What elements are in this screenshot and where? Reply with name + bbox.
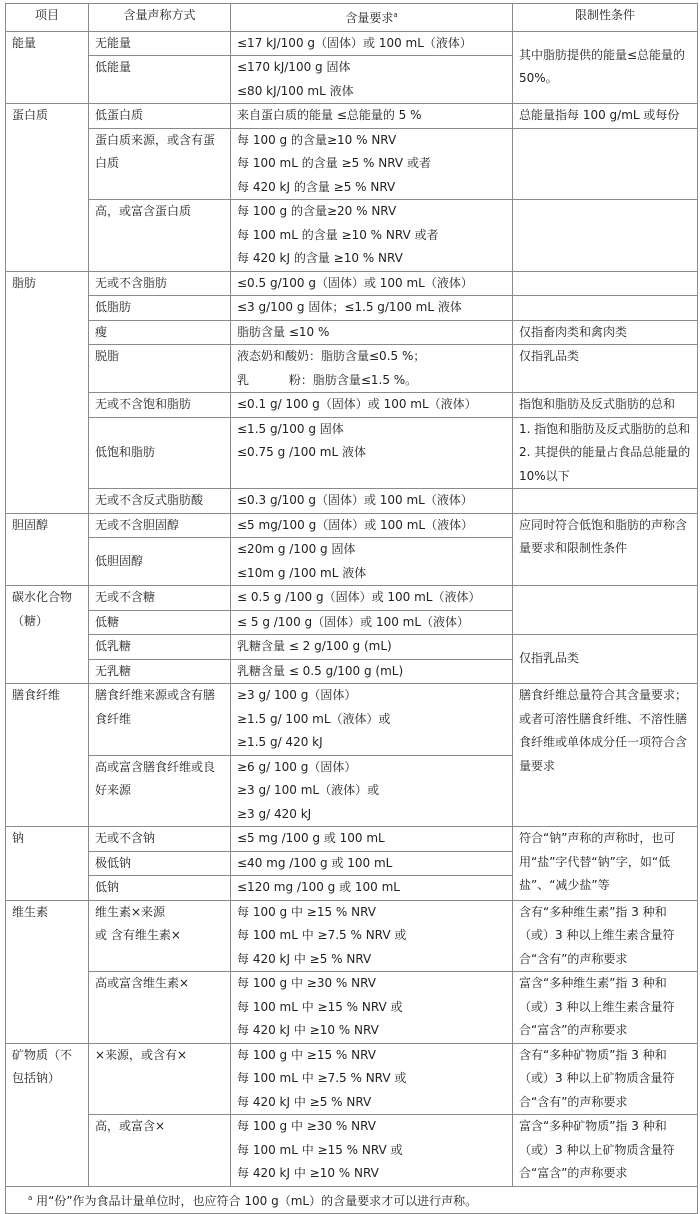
requirement-cell	[231, 417, 513, 489]
condition-cell	[513, 271, 698, 296]
table-row	[6, 31, 698, 56]
requirement-line: ≥6 g/ 100 g（固体）	[237, 759, 357, 774]
requirement-line: ≤ 0.5 g /100 g（固体）或 100 mL（液体）	[237, 590, 481, 604]
claim-cell: 低乳糖	[89, 635, 231, 660]
claim-line: 高或富含维生素×	[95, 976, 190, 990]
item-carbohydrate: 碳水化合物（糖）	[6, 586, 89, 684]
requirement-line: ≤170 kJ/100 g 固体	[237, 60, 351, 74]
condition-cell: 其中脂肪提供的能量≤总能量的 50%。	[513, 31, 698, 104]
requirement-line: 每 100 mL 中 ≥15 % NRV 或	[237, 1142, 403, 1157]
requirement-line: 每 100 mL 的含量 ≥10 % NRV 或者	[237, 227, 439, 242]
requirement-line: 每 420 kJ 的含量 ≥10 % NRV	[237, 251, 403, 265]
requirement-line: ≤0.1 g/ 100 g（固体）或 100 mL（液体）	[237, 397, 477, 411]
requirement-line: 每 100 g 中 ≥15 % NRV	[237, 904, 377, 919]
claim-cell: 无乳糖	[89, 659, 231, 684]
claim-cell: ×来源，或含有×	[89, 1043, 231, 1115]
requirement-line: 每 100 g 中 ≥30 % NRV	[237, 976, 377, 990]
requirement-cell	[231, 586, 513, 611]
requirement-cell	[231, 827, 513, 852]
table-row	[6, 200, 698, 272]
claim-cell	[89, 900, 231, 972]
claim-cell: 无能量	[89, 31, 231, 56]
requirement-cell	[231, 296, 513, 321]
requirement-cell	[231, 900, 513, 972]
requirement-cell	[231, 1115, 513, 1187]
requirement-line: 每 100 mL 中 ≥7.5 % NRV 或	[237, 928, 407, 942]
requirement-cell	[231, 345, 513, 393]
footnote-text: 用“份”作为食品计量单位时，也应符合 100 g（mL）的含量要求才可以进行声称。	[36, 1193, 478, 1208]
condition-cell: 总能量指每 100 g/mL 或每份	[513, 104, 698, 129]
item-fat: 脂肪	[6, 271, 89, 513]
requirement-line: 每 100 g 中 ≥15 % NRV	[237, 1047, 377, 1062]
condition-cell: 仅指畜肉类和禽肉类	[513, 320, 698, 345]
requirement-cell	[231, 393, 513, 418]
requirement-line: 每 100 mL 中 ≥7.5 % NRV 或	[237, 1071, 407, 1085]
claim-cell: 无或不含饱和脂肪	[89, 393, 231, 418]
condition-cell: 含有“多种矿物质”指 3 种和（或）3 种以上矿物质含量符合“含有”的声称要求	[513, 1043, 698, 1115]
requirement-cell	[231, 320, 513, 345]
requirement-line: 每 100 g 的含量≥20 % NRV	[237, 204, 397, 218]
claim-cell: 膳食纤维来源或含有膳食纤维	[89, 684, 231, 756]
condition-cell	[513, 200, 698, 272]
item-mineral: 矿物质（不包括钠）	[6, 1043, 89, 1186]
requirement-line: ≤10m g /100 mL 液体	[237, 565, 367, 580]
claim-cell: 无或不含糖	[89, 586, 231, 611]
requirement-line: 每 420 kJ 中 ≥5 % NRV	[237, 951, 372, 966]
claim-cell: 无或不含钠	[89, 827, 231, 852]
requirement-cell	[231, 659, 513, 684]
header-item: 项目	[6, 4, 89, 32]
requirement-cell	[231, 851, 513, 876]
requirement-line: 液态奶和酸奶：脂肪含量≤0.5 %；	[237, 349, 426, 363]
table-row	[6, 1043, 698, 1115]
requirement-line: ≥3 g/ 100 mL（液体）或	[237, 783, 380, 797]
condition-cell: 仅指乳品类	[513, 635, 698, 684]
condition-cell: 含有“多种维生素”指 3 种和（或）3 种以上维生素含量符合“含有”的声称要求	[513, 900, 698, 972]
requirement-cell	[231, 684, 513, 756]
footnote-marker: a	[393, 11, 398, 19]
requirement-line: ≤5 mg /100 g 或 100 mL	[237, 831, 385, 845]
requirement-line: ≤0.75 g /100 mL 液体	[237, 445, 366, 459]
condition-cell	[513, 128, 698, 200]
requirement-cell	[231, 635, 513, 660]
condition-cell: 富含“多种维生素”指 3 种和（或）3 种以上维生素含量符合“富含”的声称要求	[513, 972, 698, 1044]
requirement-cell	[231, 876, 513, 901]
table-row	[6, 417, 698, 489]
condition-cell: 仅指乳品类	[513, 345, 698, 393]
requirement-line: ≤5 mg/100 g（固体）或 100 mL（液体）	[237, 517, 474, 532]
claim-cell: 低脂肪	[89, 296, 231, 321]
claim-cell: 高，或富含×	[89, 1115, 231, 1187]
table-row	[6, 104, 698, 129]
requirement-line: 乳糖含量 ≤ 0.5 g/100 g (mL)	[237, 663, 404, 678]
condition-cell	[513, 417, 698, 489]
requirement-line: ≥3 g/ 420 kJ	[237, 806, 312, 821]
requirement-cell	[231, 56, 513, 104]
requirement-line: 每 100 g 的含量≥10 % NRV	[237, 132, 397, 147]
header-requirement	[231, 4, 513, 32]
claim-cell: 低蛋白质	[89, 104, 231, 129]
requirement-line: ≤120 mg /100 g 或 100 mL	[237, 880, 400, 894]
item-sodium: 钠	[6, 827, 89, 901]
condition-cell	[513, 489, 698, 514]
condition-cell: 富含“多种矿物质”指 3 种和（或）3 种以上矿物质含量符合“富含”的声称要求	[513, 1115, 698, 1187]
requirement-line: ≤ 5 g /100 g（固体）或 100 mL（液体）	[237, 614, 470, 629]
claim-cell: 低糖	[89, 610, 231, 635]
requirement-line: ≤80 kJ/100 mL 液体	[237, 83, 354, 98]
requirement-cell	[231, 972, 513, 1044]
condition-line: 1. 指饱和脂肪及反式脂肪的总和	[519, 421, 691, 436]
claim-cell: 极低钠	[89, 851, 231, 876]
header-claim: 含量声称方式	[89, 4, 231, 32]
requirement-line: ≥3 g/ 100 g（固体）	[237, 688, 357, 702]
claim-line: 维生素×来源	[95, 904, 166, 919]
table-row	[6, 128, 698, 200]
condition-cell	[513, 586, 698, 635]
requirement-cell	[231, 755, 513, 827]
requirement-line: ≤0.3 g/100 g（固体）或 100 mL（液体）	[237, 493, 473, 507]
table-row	[6, 972, 698, 1044]
requirement-line: ≤40 mg /100 g 或 100 mL	[237, 855, 393, 870]
claim-cell: 无或不含胆固醇	[89, 513, 231, 538]
claim-cell: 瘦	[89, 320, 231, 345]
requirement-line: 每 420 kJ 中 ≥5 % NRV	[237, 1094, 372, 1109]
claim-cell: 无或不含反式脂肪酸	[89, 489, 231, 514]
footnote-row	[6, 1186, 698, 1214]
requirement-cell	[231, 271, 513, 296]
claim-cell: 低胆固醇	[89, 538, 231, 586]
condition-line: 2. 其提供的能量占食品总能量的 10%以下	[519, 445, 691, 483]
requirement-cell	[231, 513, 513, 538]
claim-cell: 低钠	[89, 876, 231, 901]
requirement-line: ≤20m g /100 g 固体	[237, 542, 356, 556]
requirement-line: ≤17 kJ/100 g（固体）或 100 mL（液体）	[237, 35, 472, 50]
requirement-line: ≤0.5 g/100 g（固体）或 100 mL（液体）	[237, 275, 473, 290]
requirement-cell	[231, 1043, 513, 1115]
item-protein: 蛋白质	[6, 104, 89, 272]
requirement-cell	[231, 31, 513, 56]
item-cholesterol: 胆固醇	[6, 513, 89, 586]
requirement-cell	[231, 610, 513, 635]
requirement-line: 每 420 kJ 中 ≥10 % NRV	[237, 1166, 379, 1180]
header-requirement-label: 含量要求	[345, 11, 394, 25]
requirement-line: 来自蛋白质的能量 ≤总能量的 5 %	[237, 108, 422, 122]
claim-cell: 蛋白质来源，或含有蛋白质	[89, 128, 231, 200]
requirement-line: ≥1.5 g/ 420 kJ	[237, 735, 323, 749]
claim-cell: 低饱和脂肪	[89, 417, 231, 489]
requirement-cell	[231, 128, 513, 200]
requirement-line: 乳 粉：脂肪含量≤1.5 %。	[237, 372, 418, 387]
table-row	[6, 489, 698, 514]
table-row	[6, 900, 698, 972]
table-row	[6, 1115, 698, 1187]
table-row	[6, 827, 698, 852]
item-vitamin: 维生素	[6, 900, 89, 1043]
condition-cell: 指饱和脂肪及反式脂肪的总和	[513, 393, 698, 418]
table-row	[6, 345, 698, 393]
claim-cell: 低能量	[89, 56, 231, 104]
item-energy: 能量	[6, 31, 89, 104]
claim-cell: 高，或富含蛋白质	[89, 200, 231, 272]
table-row	[6, 513, 698, 538]
table-row	[6, 635, 698, 660]
requirement-line: 乳糖含量 ≤ 2 g/100 g (mL)	[237, 639, 392, 653]
requirement-cell	[231, 200, 513, 272]
requirement-line: ≥1.5 g/ 100 mL（液体）或	[237, 711, 391, 726]
item-fiber: 膳食纤维	[6, 684, 89, 827]
claim-cell: 脱脂	[89, 345, 231, 393]
table-row	[6, 320, 698, 345]
claim-cell: 无或不含脂肪	[89, 271, 231, 296]
claim-line: 或 含有维生素×	[95, 928, 181, 942]
table-row	[6, 586, 698, 611]
condition-cell	[513, 296, 698, 321]
condition-cell: 符合“钠”声称的声称时，也可用“盐”字代替“钠”字，如“低盐”、“减少盐”等	[513, 827, 698, 901]
condition-cell: 应同时符合低饱和脂肪的声称含量要求和限制性条件	[513, 513, 698, 586]
header-row	[6, 4, 698, 32]
requirement-cell	[231, 538, 513, 586]
requirement-line: ≤1.5 g/100 g 固体	[237, 421, 344, 436]
nutrient-claims-table	[5, 3, 698, 1214]
table-row	[6, 393, 698, 418]
requirement-line: 每 420 kJ 中 ≥10 % NRV	[237, 1023, 379, 1037]
table-row	[6, 271, 698, 296]
claim-cell: 高或富含膳食纤维或良好来源	[89, 755, 231, 827]
requirement-line: ≤3 g/100 g 固体；≤1.5 g/100 mL 液体	[237, 300, 462, 314]
header-condition: 限制性条件	[513, 4, 698, 32]
claim-cell	[89, 972, 231, 1044]
requirement-line: 每 100 mL 的含量 ≥5 % NRV 或者	[237, 156, 431, 170]
requirement-line: 每 100 g 中 ≥30 % NRV	[237, 1119, 377, 1133]
requirement-line: 脂肪含量 ≤10 %	[237, 324, 330, 339]
condition-cell: 膳食纤维总量符合其含量要求；或者可溶性膳食纤维、不溶性膳食纤维或单体成分任一项符合含量要求	[513, 684, 698, 827]
footnote	[6, 1186, 698, 1214]
requirement-cell	[231, 489, 513, 514]
footnote-marker: a	[28, 1193, 33, 1202]
table-row	[6, 296, 698, 321]
table-row	[6, 684, 698, 756]
requirement-line: 每 420 kJ 的含量 ≥5 % NRV	[237, 179, 396, 194]
requirement-cell	[231, 104, 513, 129]
requirement-line: 每 100 mL 中 ≥15 % NRV 或	[237, 999, 403, 1014]
